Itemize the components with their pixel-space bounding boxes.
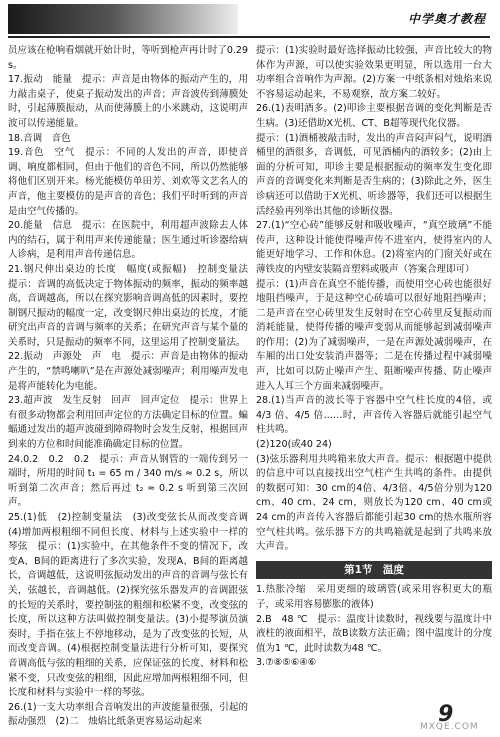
page-number: 9 — [438, 702, 454, 727]
answer-paragraph: 23.超声波 发生反射 回声 回声定位 提示：世界上有很多动物都会利用回声定位的方法确定目标的位置。蝙蝠通过发出的超声波碰到障碍物时会发生反射，根据回声到来的方位和时间能准确确定目标的位置。 — [8, 395, 248, 451]
answer-paragraph: 提示：(1)酒桶被敲击时，发出的声音闷声闷气，说明酒桶里的酒很多，音调低，可见酒桶内的酒较多；(2)由上面的分析可知，叩诊主要是根据振动的频率发生变化即声音的音调变化来判断是否生病的；(3)除此之外，医生诊病还可以借助于X光机、听诊器等，我们还可以根据生活经验再列举出其他的诊断仪器。 — [256, 132, 492, 217]
answer-paragraph: (2)120(或40 24) — [256, 439, 332, 451]
answer-paragraph: 提示：(1)声音在真空不能传播，而使用空心砖也能很好地阻挡噪声，于是这种空心砖墙可以很好地阻挡噪声；二是声音在空心砖里发生反射时在空心砖里反复振动而消耗能量，使得传播的噪声变弱从而能够起到减弱噪声的作用；(2)为了减弱噪声，一是在声源处减弱噪声，在车厢的出口处安装消声器等；二是在传播过程中减弱噪声，比如可以防止噪声产生、阻断噪声传播、防止噪声进入人耳三个方面来减弱噪声。 — [256, 278, 492, 392]
header-banner-image — [8, 4, 238, 34]
answer-paragraph: (3)弦乐器利用共鸣箱来放大声音。提示：根据题中提供的信息中可以直接找出空气柱产生共鸣的条件。由提供的数据可知：30 cm的4倍、4/3倍、4/5倍分别为120 cm、40 cm、24 cm，则放长为120 cm、40 cm或24 cm的声音传入容器后都能引起30 cm的热水瓶所容空气柱共鸣。弦乐器下方的共鸣箱就是起到了共鸣来放大声音。 — [256, 453, 492, 553]
section-heading: 第1节 温度 — [256, 561, 492, 580]
answer-paragraph: 24.0.2 0.2 0.2 提示：声音从钢管的一端传到另一端时，所用的时间 t₁ = 65 m / 340 m/s ≈ 0.2 s，所以听到第二次声音；然后再过 t₂ ≈ 0.2 s 听到第三次回声。 — [8, 453, 248, 509]
answer-paragraph: 20.能量 信息 提示：在医院中，利用超声波除去人体内的结石，属于利用声来传递能量；医生通过听诊器给病人诊病，是利用声音传递信息。 — [8, 220, 248, 261]
page-header — [0, 0, 500, 40]
answer-paragraph: 25.(1)低 (2)控制变量法 (3)改变弦长从而改变音调 (4)增加两根粗细不同但长度、材料与上述实验中一样的琴弦 提示：(1)实验中，在其他条件不变的情况下，改变A、B间的距离进行了多次实验，发现A、B间的距离越长，音调越低，这说明弦振动发出的声音的音调与弦长有关，弦越长，音调越低。(2)探究弦乐器发声的音调跟弦的长短的关系时，要控制弦的粗细和松紧不变，改变弦的长度，所以这种方法叫做控制变量法。(3)小提琴演员演奏时，手指在弦上不停地移动，是为了改变弦的长短，从而改变音调。(4)根据控制变量法进行分析可知，要探究音调高低与弦的粗细的关系，应保证弦的长度、材料和松紧不变，只改变弦的粗细，因此应增加两根粗细不同，但长度和材料与实验中一样的琴弦。 — [8, 512, 258, 699]
answer-paragraph: 18.音调 音色 — [8, 132, 71, 144]
answer-paragraph: 3.⑦⑧⑤⑥④⑥ — [256, 657, 317, 669]
site-watermark: MXQE.COM — [420, 722, 479, 732]
answer-paragraph: 26.(1)一支大功率组合音响发出的声波能量很强，引起的振动强烈 (2)二 烛焰比纸条更容易运动起来 — [8, 701, 248, 728]
right-column — [256, 44, 492, 671]
header-rule — [8, 36, 490, 38]
answer-paragraph: 员应该在枪响看烟就开始计时，等听到枪声再计时了0.29 s。 — [8, 45, 248, 71]
answer-paragraph: 提示：(1)实验时最好选择振动比较强，声音比较大的物体作为声源，可以使实验效果更明显，所以选用一台大功率组合音响作为声源。(2)方案一中纸条相对烛焰来说不容易运动起来，不易观察，故方案二较好。 — [256, 45, 492, 100]
header-title: 中学奥才教程 — [407, 12, 486, 26]
answer-paragraph: 22.振动 声源处 声 电 提示：声音是由物体的振动产生的，“禁鸣喇叭”是在声源处减弱噪声；利用噪声发电是将声能转化为电能。 — [8, 351, 248, 392]
answer-paragraph: 19.音色 空气 提示：不同的人发出的声音，即使音调、响度都相同，但由于他们的音色不同，所以仍然能够将他们区别开来。杨光能模仿单田芳、刘欢等文艺名人的声音，他主要模仿的是声音的音色；我们平时听到的声音是由空气传播的。 — [8, 147, 248, 217]
left-column — [8, 44, 258, 730]
answer-paragraph: 17.振动 能量 提示：声音是由物体的振动产生的，用力敲击桌子，使桌子振动发出的声音；声音波传到薄膜处时，引起薄膜振动，从而使薄膜上的小米跳动，这说明声波可以传递能量。 — [8, 74, 248, 129]
answer-paragraph: 26.(1)表明酒多。(2)叩诊主要根据音调的变化判断是否生病。(3)还借助X光机、CT、B超等现代化仪器。 — [256, 103, 492, 129]
answer-paragraph: 2.B 48 ℃ 提示：温度计读数时，视线要与温度计中液柱的液面相平，故B读数方法正确；图中温度计的分度值为1 ℃，此时读数为48 ℃。 — [256, 613, 492, 654]
answer-paragraph: 28.(1)当声音的波长等于容器中空气柱长度的4倍，或 4/3 倍、4/5 倍……时，声音传入容器后就能引起空气柱共鸣。 — [256, 395, 492, 436]
answer-paragraph: 21.钢尺伸出桌边的长度 幅度(或振幅) 控制变量法 提示：音调的高低决定于物体振动的频率，振动的频率越高，音调越高，所以在探究影响音调高低的因素时，要控制钢尺振动的幅度一定，改变钢尺伸出桌边的长度，才能研究出声音的音调与频率的关系；在研究声音与某个量的关系时，只是振动的频率不同，这里运用了控制变量法。 — [8, 263, 258, 348]
answer-paragraph: 27.(1)“空心砖”能够反射和吸收噪声，“真空玻璃”不能传声，这种设计能使得噪声传不进室内，使得室内的人能更好地学习、工作和休息。(2)将室内的门窗关好或在薄铁皮的内壁安装隔音塑料或吸声（答案合理即可） — [256, 220, 492, 275]
answer-paragraph: 1.热胀冷缩 采用更细的玻璃管(或采用容积更大的瓶子，或采用容易膨胀的液体) — [256, 584, 492, 610]
